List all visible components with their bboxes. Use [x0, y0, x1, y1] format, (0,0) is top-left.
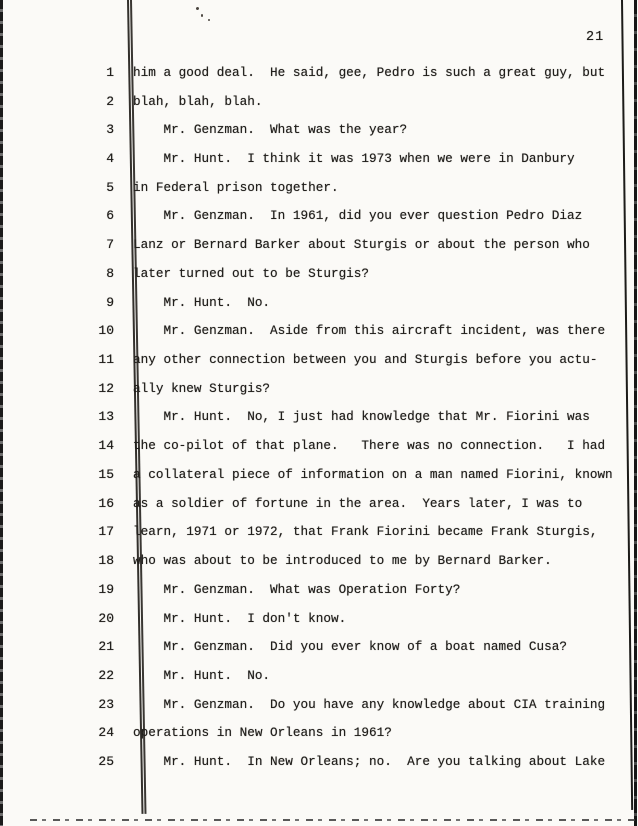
- scan-speckle: [196, 7, 200, 11]
- transcript-line: [0, 489, 638, 518]
- line-text: Mr. Hunt. I don't know.: [133, 610, 347, 626]
- transcript-line: [0, 288, 638, 317]
- line-number: 22: [98, 667, 114, 683]
- transcript-line: [0, 632, 638, 661]
- line-number: 1: [106, 64, 114, 80]
- line-text: Mr. Genzman. Did you ever know of a boat named Cusa?: [133, 639, 567, 655]
- line-number: 8: [106, 265, 114, 281]
- line-number: 11: [98, 352, 114, 368]
- line-number: 14: [98, 438, 114, 454]
- line-text: Mr. Hunt. In New Orleans; no. Are you talking about Lake: [133, 754, 606, 770]
- line-text: him a good deal. He said, gee, Pedro is such a great guy, but: [133, 64, 606, 80]
- transcript-line: [0, 115, 638, 144]
- line-text: later turned out to be Sturgis?: [133, 265, 370, 281]
- line-text: in Federal prison together.: [133, 179, 339, 195]
- line-number: 23: [98, 696, 114, 712]
- transcript-line: [0, 690, 638, 719]
- transcript-line: [0, 374, 638, 403]
- line-number: 19: [98, 581, 114, 597]
- line-number: 4: [106, 151, 114, 167]
- line-text: the co-pilot of that plane. There was no connection. I had: [133, 438, 606, 454]
- scan-speckle: [208, 19, 210, 21]
- transcript-line: [0, 431, 638, 460]
- line-text: as a soldier of fortune in the area. Years later, I was to: [133, 495, 583, 511]
- transcript-line: [0, 604, 638, 633]
- transcript-line: [0, 661, 638, 690]
- transcript-line: [0, 87, 638, 116]
- line-text: Mr. Genzman. Aside from this aircraft incident, was there: [133, 323, 606, 339]
- line-number: 20: [98, 610, 114, 626]
- line-number: 13: [98, 409, 114, 425]
- line-text: ally knew Sturgis?: [133, 380, 271, 396]
- transcript-line: [0, 259, 638, 288]
- line-number: 16: [98, 495, 114, 511]
- line-text: Mr. Hunt. I think it was 1973 when we were in Danbury: [133, 151, 575, 167]
- line-text: Mr. Hunt. No.: [133, 294, 271, 310]
- line-number: 6: [106, 208, 114, 224]
- line-number: 15: [98, 466, 114, 482]
- transcript-line: [0, 518, 638, 547]
- line-number: 25: [98, 754, 114, 770]
- transcript-line: [0, 345, 638, 374]
- line-number: 5: [106, 179, 114, 195]
- scan-speckle: [201, 14, 203, 17]
- line-number: 21: [98, 639, 114, 655]
- line-text: Mr. Genzman. What was the year?: [133, 122, 408, 138]
- transcript-line: [0, 58, 638, 87]
- line-text: any other connection between you and Sturgis before you actu-: [133, 352, 598, 368]
- transcript-body: [0, 58, 638, 776]
- line-text: operations in New Orleans in 1961?: [133, 725, 392, 741]
- line-text: Mr. Hunt. No.: [133, 667, 271, 683]
- line-number: 9: [106, 294, 114, 310]
- transcript-line: [0, 173, 638, 202]
- transcript-line: [0, 144, 638, 173]
- line-text: Lanz or Bernard Barker about Sturgis or about the person who: [133, 237, 590, 253]
- transcript-line: [0, 575, 638, 604]
- line-text: Mr. Genzman. In 1961, did you ever question Pedro Diaz: [133, 208, 583, 224]
- line-text: learn, 1971 or 1972, that Frank Fiorini became Frank Sturgis,: [133, 524, 598, 540]
- transcript-line: [0, 316, 638, 345]
- transcript-line: [0, 546, 638, 575]
- transcript-line: [0, 747, 638, 776]
- transcript-line: [0, 230, 638, 259]
- line-text: Mr. Hunt. No, I just had knowledge that Mr. Fiorini was: [133, 409, 590, 425]
- line-number: 7: [106, 237, 114, 253]
- line-number: 12: [98, 380, 114, 396]
- line-text: Mr. Genzman. Do you have any knowledge about CIA training: [133, 696, 606, 712]
- transcript-line: [0, 719, 638, 748]
- line-number: 2: [106, 93, 114, 109]
- transcript-line: [0, 460, 638, 489]
- transcript-line: [0, 202, 638, 231]
- line-text: Mr. Genzman. What was Operation Forty?: [133, 581, 461, 597]
- transcript-line: [0, 403, 638, 432]
- line-number: 17: [98, 524, 114, 540]
- line-text: a collateral piece of information on a man named Fiorini, known: [133, 466, 613, 482]
- line-number: 24: [98, 725, 114, 741]
- line-text: who was about to be introduced to me by Bernard Barker.: [133, 553, 552, 569]
- line-number: 3: [106, 122, 114, 138]
- line-number: 18: [98, 553, 114, 569]
- page-number: 21: [586, 30, 605, 45]
- line-number: 10: [98, 323, 114, 339]
- page-bottom-edge: [30, 819, 638, 821]
- line-text: blah, blah, blah.: [133, 93, 263, 109]
